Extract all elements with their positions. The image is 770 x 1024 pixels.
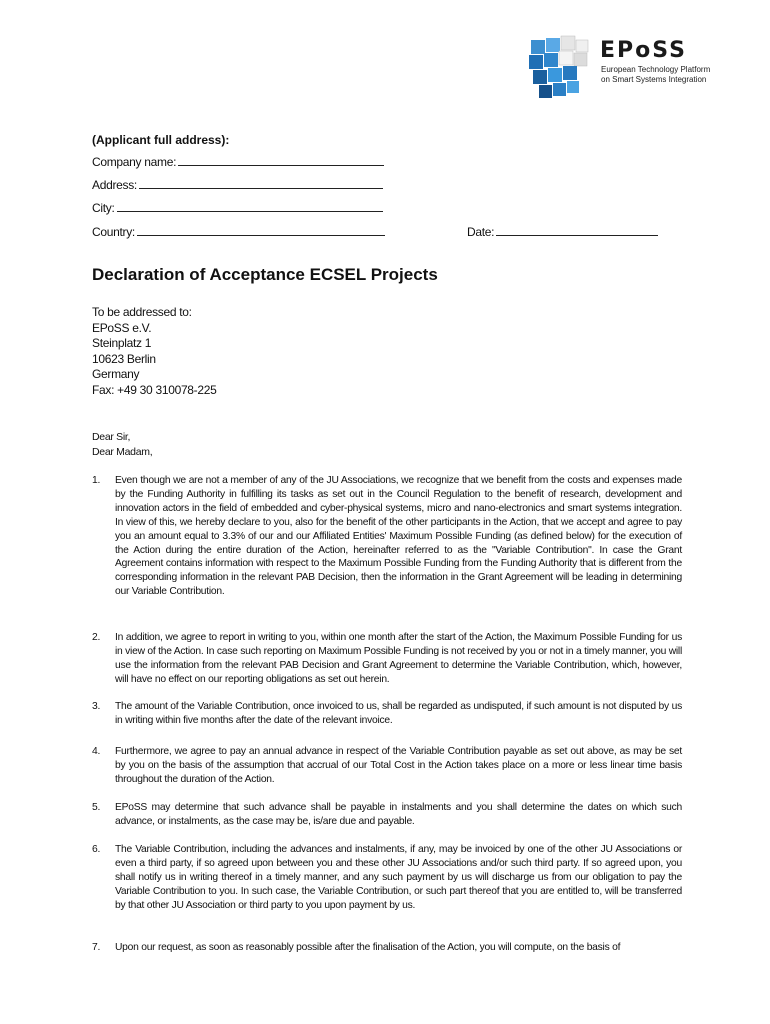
date-label: Date:: [467, 225, 495, 239]
city-label: City:: [92, 201, 115, 215]
clause-number: 5.: [92, 802, 101, 813]
clause-4: [92, 745, 682, 787]
clause-number: 3.: [92, 701, 101, 712]
logo-subtitle-line1: European Technology Platform: [601, 65, 711, 74]
addressee-line: Steinplatz 1: [92, 336, 152, 350]
clause-number: 4.: [92, 746, 101, 757]
addressee-line: To be addressed to:: [92, 305, 192, 319]
date-field[interactable]: [496, 225, 658, 236]
salutation-line: Dear Madam,: [92, 445, 153, 458]
addressee-line: Fax: +49 30 310078-225: [92, 382, 217, 397]
salutation-line: Dear Sir,: [92, 431, 131, 443]
clause-text: The amount of the Variable Contribution, once invoiced to us, shall be regarded as undisputed, if such amount is not disputed by us in writing within five months after the date of the relevant invoice.: [115, 701, 682, 726]
city-field[interactable]: [117, 201, 383, 212]
company-name-label: Company name:: [92, 155, 177, 169]
country-row: [92, 225, 385, 239]
clause-text: Even though we are not a member of any of the JU Associations, we recognize that we benefit from the costs and expenses made by the Funding Authority in fulfilling its tasks as set out in the Council Regulation to the benefit of research, development and innovation actors in the field of embedded and cyber-physical systems, micro and nano-electronics and smart systems integration. In view of this, we hereby declare to you, also for the benefit of the other participants in the Action, that we accept and agree to pay you an amount equal to 3.3% of our and our Affiliated Entities' Maximum Possible Funding (as defined below) for the execution of the Action during the entire duration of the Action, hereinafter referred to as the "Variable Contribution". In case the Grant Agreement contains information with respect to the Maximum Possible Funding from the Funding Authority that is different from the corresponding information in the relevant PAB Decision, then the information in the Grant Agreement will be leading in determining our Variable Contribution.: [115, 475, 682, 598]
clause-number: 7.: [92, 942, 101, 953]
address-field[interactable]: [139, 178, 383, 189]
clause-3: [92, 700, 682, 728]
salutation: [92, 430, 152, 459]
clause-number: 2.: [92, 632, 101, 643]
clause-2: [92, 631, 682, 687]
clause-text: The Variable Contribution, including the advances and instalments, if any, may be invoiced by one of the other JU Associations or even a third party, if so agreed upon between you and these other JU Associations and/or such third party. If so agreed upon, you shall notify us in writing thereof in a timely manner, and any such payment by us will discharge us from our obligation to pay the Variable Contribution to you. In such case, the Variable Contribution, or such part thereof that you are entitled to, will be transferred by that other JU Association or third party to you upon payment by us.: [115, 844, 682, 911]
clause-number: 1.: [92, 475, 101, 486]
clause-5: [92, 801, 682, 829]
address-row: [92, 178, 383, 192]
clause-1: [92, 474, 682, 599]
addressee-block: [92, 305, 217, 398]
clause-text: Furthermore, we agree to pay an annual advance in respect of the Variable Contribution payable as set out above, as may be set by you on the basis of the assumption that accrual of our Total Cost in the Action takes place on a more or less linear time basis throughout the duration of the Action.: [115, 746, 682, 785]
clause-number: 6.: [92, 844, 101, 855]
date-row: [467, 225, 658, 239]
addressee-line: 10623 Berlin: [92, 351, 156, 366]
clause-text: Upon our request, as soon as reasonably possible after the finalisation of the Action, you will compute, on the basis of: [115, 942, 621, 953]
country-label: Country:: [92, 225, 135, 239]
clause-text: EPoSS may determine that such advance shall be payable in instalments and you shall determine the dates on which such advance, or instalments, as the case may be, is/are due and payable.: [115, 802, 682, 827]
company-name-field[interactable]: [178, 155, 384, 166]
city-row: [92, 201, 383, 215]
company-name-row: [92, 155, 384, 169]
addressee-line: EPoSS e.V.: [92, 320, 152, 335]
logo-subtitle-line2: on Smart Systems Integration: [601, 75, 707, 84]
eposs-logo: [525, 32, 735, 102]
document-title: Declaration of Acceptance ECSEL Projects: [92, 265, 438, 284]
country-field[interactable]: [137, 225, 385, 236]
address-label: Address:: [92, 178, 137, 192]
addressee-line: Germany: [92, 367, 140, 381]
cube-logo-icon: [525, 32, 597, 102]
clause-6: [92, 843, 682, 913]
logo-name: EPoSS: [600, 38, 687, 63]
clause-7: [92, 941, 682, 955]
address-heading: (Applicant full address):: [92, 133, 230, 147]
clause-text: In addition, we agree to report in writing to you, within one month after the start of the Action, the Maximum Possible Funding for us in view of the Action. In case such reporting on Maximum Possible Funding is not received by you or not in a timely manner, you will use the information from the relevant PAB Decision and Grant Agreement to determine the Variable Contribution, which, however, will have no effect on our reporting obligations as set out herein.: [115, 632, 682, 685]
